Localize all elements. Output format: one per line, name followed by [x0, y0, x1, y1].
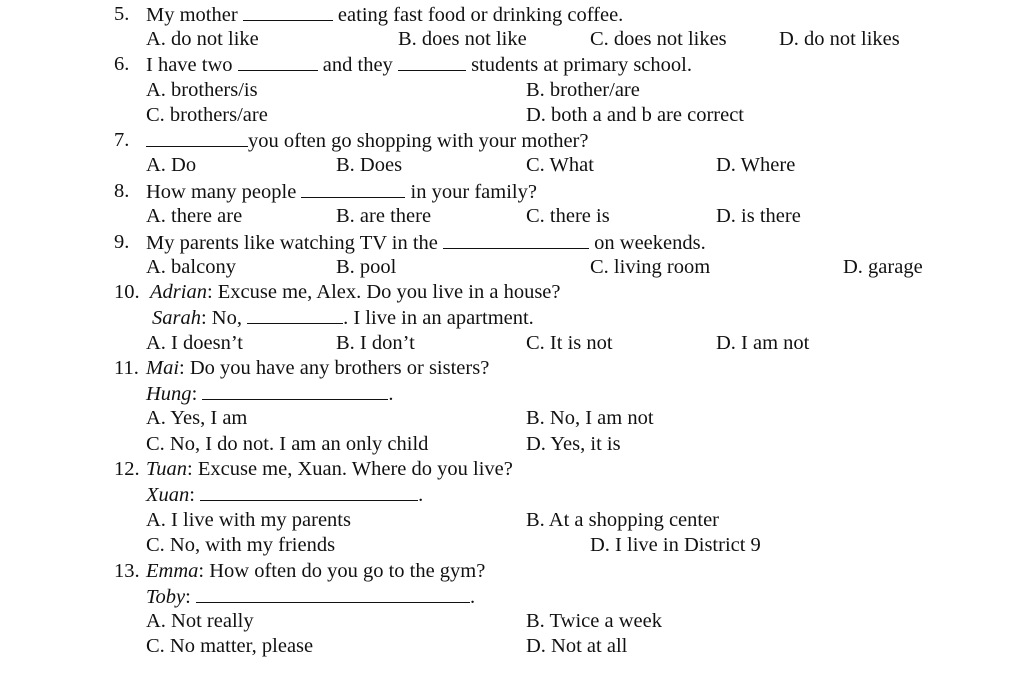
option-c[interactable]: C. brothers/are — [146, 104, 268, 126]
question-stem: you often go shopping with your mother? — [248, 130, 589, 152]
dialogue-response — [0, 305, 1024, 329]
option-c[interactable]: C. No, I do not. I am an only child — [146, 433, 429, 455]
speaker-name: Emma — [146, 560, 199, 582]
question-number: 7. — [114, 129, 130, 151]
option-d[interactable]: D. Where — [716, 154, 796, 176]
option-a[interactable]: A. balcony — [146, 256, 236, 278]
dialogue-line: : Excuse me, Xuan. Where do you live? — [187, 458, 513, 480]
question-number: 8. — [114, 180, 130, 202]
dialogue-response — [0, 482, 1024, 506]
option-d[interactable]: D. both a and b are correct — [526, 104, 744, 126]
option-b[interactable]: B. does not like — [398, 28, 527, 50]
answer-blank[interactable] — [398, 52, 466, 71]
question-11 — [0, 356, 1024, 380]
question-number: 6. — [114, 53, 130, 75]
option-d[interactable]: D. is there — [716, 205, 801, 227]
speaker-name: Adrian — [150, 281, 207, 303]
options-row — [0, 634, 1024, 658]
options-row — [0, 103, 1024, 127]
option-d[interactable]: D. Not at all — [526, 635, 628, 657]
option-a[interactable]: A. I doesn’t — [146, 332, 243, 354]
option-d[interactable]: D. garage — [843, 256, 923, 278]
dialogue-line: : — [185, 586, 191, 608]
option-a[interactable]: A. Not really — [146, 610, 254, 632]
option-d[interactable]: D. I am not — [716, 332, 810, 354]
options-row — [0, 27, 1024, 51]
option-c[interactable]: C. It is not — [526, 332, 613, 354]
option-c[interactable]: C. there is — [526, 205, 610, 227]
speaker-name: Toby — [146, 586, 186, 608]
question-number: 5. — [114, 3, 130, 25]
question-6 — [0, 52, 1024, 76]
options-row — [0, 432, 1024, 456]
answer-blank[interactable] — [146, 128, 248, 147]
options-row — [0, 255, 1024, 279]
option-c[interactable]: C. No matter, please — [146, 635, 314, 657]
question-stem: and they — [322, 54, 393, 76]
dialogue-line: : — [191, 383, 198, 405]
question-13 — [0, 559, 1024, 583]
dialogue-line: : Do you have any brothers or sisters? — [179, 357, 490, 379]
speaker-name: Tuan — [146, 458, 188, 480]
speaker-name: Mai — [146, 357, 180, 379]
question-stem: My mother — [146, 4, 238, 26]
options-row — [0, 204, 1024, 228]
answer-blank[interactable] — [443, 230, 589, 249]
question-5 — [0, 2, 1024, 26]
options-row — [0, 508, 1024, 532]
options-row — [0, 609, 1024, 633]
question-number: 10. — [114, 281, 140, 303]
dialogue-response — [0, 381, 1024, 405]
question-number: 13. — [114, 560, 140, 582]
option-b[interactable]: B. I don’t — [336, 332, 415, 354]
question-number: 12. — [114, 458, 140, 480]
question-10 — [0, 280, 1024, 304]
question-8 — [0, 179, 1024, 203]
answer-blank[interactable] — [196, 584, 470, 603]
dialogue-line: : — [189, 484, 195, 506]
option-d[interactable]: D. Yes, it is — [526, 433, 621, 455]
question-stem: eating fast food or drinking coffee. — [337, 4, 624, 26]
dialogue-line: : How often do you go to the gym? — [198, 560, 486, 582]
speaker-name: Xuan — [146, 484, 190, 506]
answer-blank[interactable] — [200, 482, 418, 501]
question-stem: in your family? — [410, 181, 537, 203]
answer-blank[interactable] — [243, 2, 333, 21]
options-row — [0, 406, 1024, 430]
speaker-name: Hung — [146, 383, 192, 405]
dialogue-line: . — [388, 383, 394, 405]
option-d[interactable]: D. I live in District 9 — [590, 534, 761, 556]
question-stem: I have two — [146, 54, 233, 76]
answer-blank[interactable] — [247, 305, 343, 324]
question-stem: How many people — [146, 181, 297, 203]
option-a[interactable]: A. Yes, I am — [146, 407, 248, 429]
option-a[interactable]: A. do not like — [146, 28, 259, 50]
option-b[interactable]: B. are there — [336, 205, 432, 227]
dialogue-response — [0, 584, 1024, 608]
option-b[interactable]: B. brother/are — [526, 79, 640, 101]
options-row — [0, 153, 1024, 177]
option-b[interactable]: B. pool — [336, 256, 397, 278]
dialogue-line: . — [418, 484, 424, 506]
option-b[interactable]: B. At a shopping center — [526, 509, 720, 531]
question-stem: on weekends. — [594, 232, 706, 254]
options-row — [0, 78, 1024, 102]
dialogue-line: : No, — [200, 307, 242, 329]
question-12 — [0, 457, 1024, 481]
question-9 — [0, 230, 1024, 254]
option-b[interactable]: B. Twice a week — [526, 610, 662, 632]
options-row — [0, 331, 1024, 355]
option-c[interactable]: C. living room — [590, 256, 711, 278]
option-a[interactable]: A. there are — [146, 205, 243, 227]
answer-blank[interactable] — [238, 52, 318, 71]
options-row — [0, 533, 1024, 557]
option-c[interactable]: C. does not likes — [590, 28, 727, 50]
option-d[interactable]: D. do not likes — [779, 28, 900, 50]
dialogue-line: . — [469, 586, 476, 608]
option-a[interactable]: A. brothers/is — [146, 79, 258, 101]
dialogue-line: . I live in an apartment. — [343, 307, 534, 329]
option-c[interactable]: C. No, with my friends — [146, 534, 336, 556]
option-b[interactable]: B. No, I am not — [526, 407, 654, 429]
option-b[interactable]: B. Does — [336, 154, 403, 176]
question-stem: My parents like watching TV in the — [146, 232, 438, 254]
question-number: 11. — [114, 357, 139, 379]
answer-blank[interactable] — [301, 179, 405, 198]
question-7 — [0, 128, 1024, 152]
speaker-name: Sarah — [152, 307, 201, 329]
option-a[interactable]: A. I live with my parents — [146, 509, 351, 531]
question-stem: students at primary school. — [471, 54, 692, 76]
question-number: 9. — [114, 231, 130, 253]
dialogue-line: : Excuse me, Alex. Do you live in a house? — [206, 281, 561, 303]
option-c[interactable]: C. What — [526, 154, 594, 176]
answer-blank[interactable] — [202, 381, 388, 400]
option-a[interactable]: A. Do — [146, 154, 197, 176]
